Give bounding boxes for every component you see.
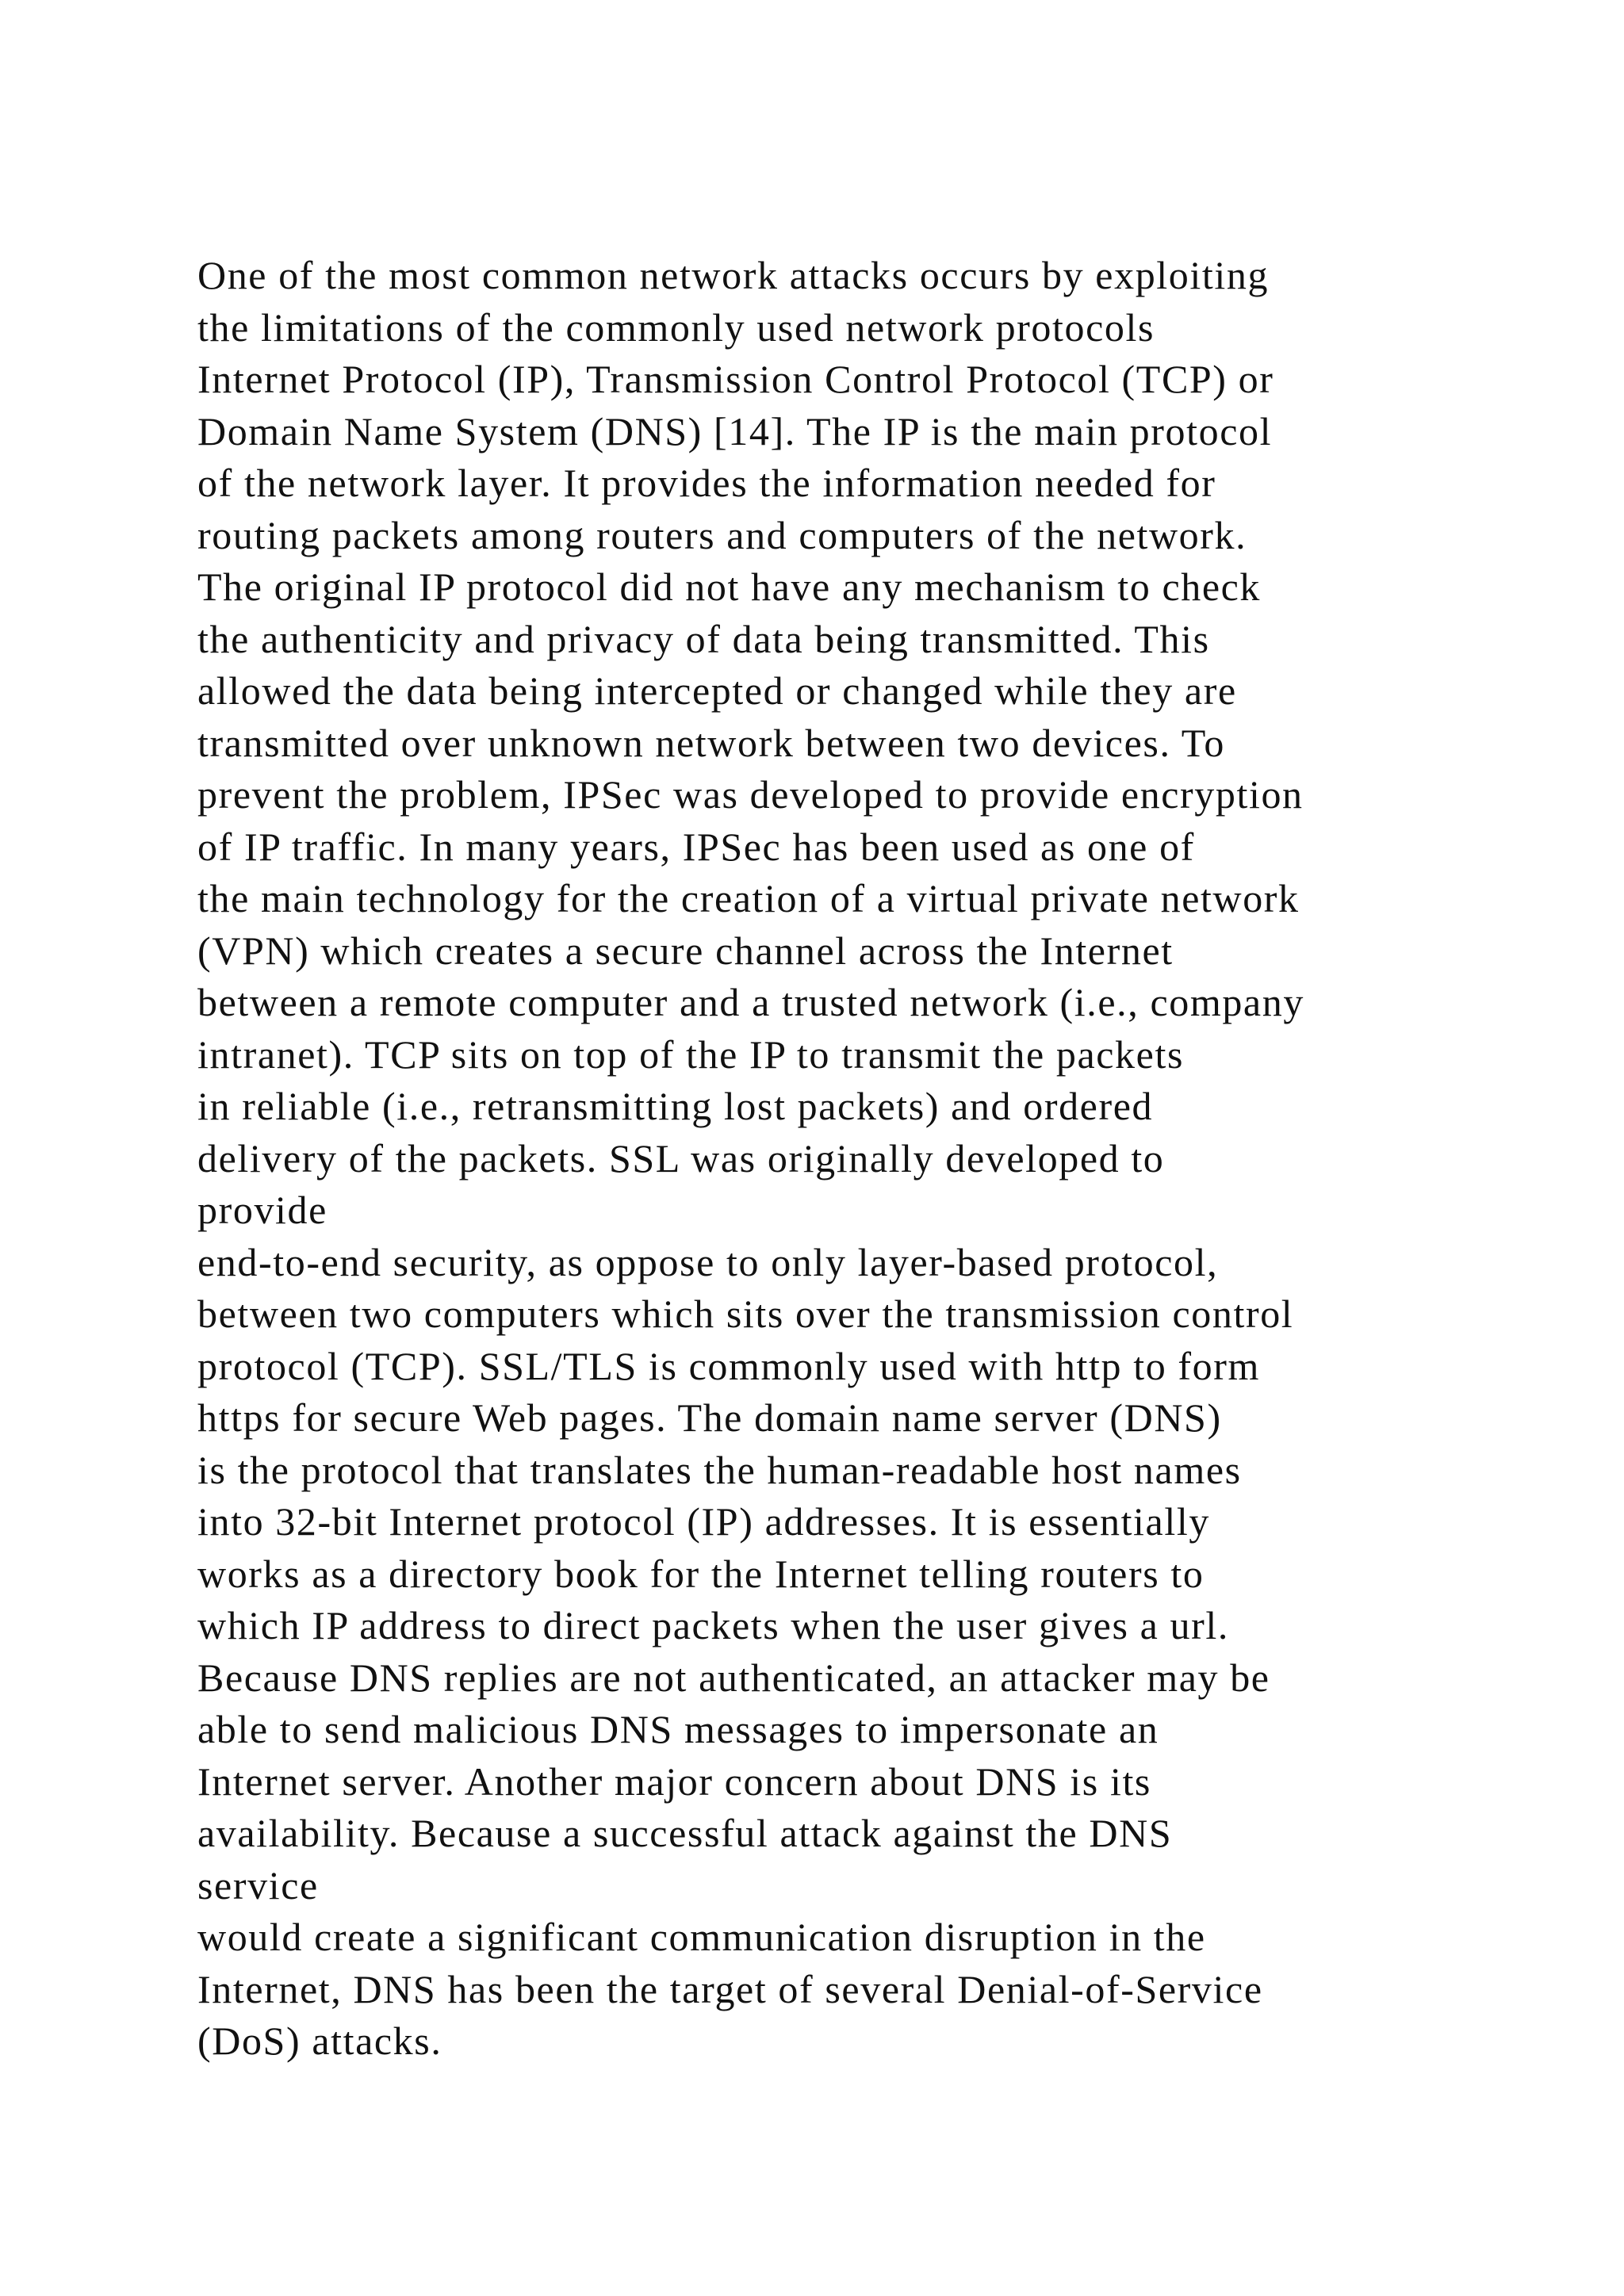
text-line: would create a significant communication disruption in the — [197, 1915, 1206, 1959]
text-line: Internet server. Another major concern about DNS is its — [197, 1758, 1151, 1804]
text-line: Domain Name System (DNS) [14]. The IP is the main protocol — [197, 408, 1273, 453]
text-line: which IP address to direct packets when the user gives a url. — [197, 1603, 1229, 1647]
text-line: is the protocol that translates the human-readable host names — [197, 1447, 1242, 1492]
text-line: in reliable (i.e., retransmitting lost packets) and ordered — [197, 1084, 1154, 1128]
body-text — [197, 250, 1561, 2068]
text-line: https for secure Web pages. The domain name server (DNS) — [197, 1395, 1222, 1440]
text-line: provide — [197, 1188, 327, 1232]
text-line: end-to-end security, as oppose to only layer-based protocol, — [197, 1239, 1219, 1284]
text-line: routing packets among routers and computers of the network. — [197, 512, 1247, 557]
text-line: Internet, DNS has been the target of several Denial-of-Service — [197, 1966, 1263, 2011]
text-line: prevent the problem, IPSec was developed to provide encryption — [197, 772, 1304, 817]
text-line: of the network layer. It provides the information needed for — [197, 461, 1216, 505]
text-line: between two computers which sits over the transmission control — [197, 1292, 1294, 1336]
text-line: the limitations of the commonly used network protocols — [197, 304, 1155, 350]
text-line: The original IP protocol did not have any mechanism to check — [197, 564, 1262, 609]
text-line: able to send malicious DNS messages to impersonate an — [197, 1707, 1159, 1751]
text-line: delivery of the packets. SSL was originally developed to — [197, 1135, 1165, 1181]
text-line: availability. Because a successful attack against the DNS — [197, 1811, 1173, 1855]
text-line: allowed the data being intercepted or changed while they are — [197, 668, 1237, 713]
text-line: the main technology for the creation of a virtual private network — [197, 876, 1300, 920]
text-line: (VPN) which creates a secure channel across the Internet — [197, 928, 1174, 973]
text-line: Internet Protocol (IP), Transmission Control Protocol (TCP) or — [197, 357, 1274, 401]
text-line: between a remote computer and a trusted network (i.e., company — [197, 980, 1304, 1024]
text-line: One of the most common network attacks occurs by exploiting — [197, 253, 1270, 297]
text-line: the authenticity and privacy of data being transmitted. This — [197, 616, 1210, 661]
text-line: service — [197, 1862, 319, 1908]
text-line: transmitted over unknown network between two devices. To — [197, 720, 1225, 765]
text-line: of IP traffic. In many years, IPSec has been used as one of — [197, 824, 1195, 869]
text-line: works as a directory book for the Internet telling routers to — [197, 1551, 1205, 1596]
text-line: protocol (TCP). SSL/TLS is commonly used with http to form — [197, 1343, 1260, 1388]
text-line: (DoS) attacks. — [197, 2019, 442, 2063]
text-line: intranet). TCP sits on top of the IP to transmit the packets — [197, 1031, 1184, 1077]
text-line: into 32-bit Internet protocol (IP) addresses. It is essentially — [197, 1499, 1210, 1544]
text-line: Because DNS replies are not authenticated, an attacker may be — [197, 1655, 1270, 1700]
